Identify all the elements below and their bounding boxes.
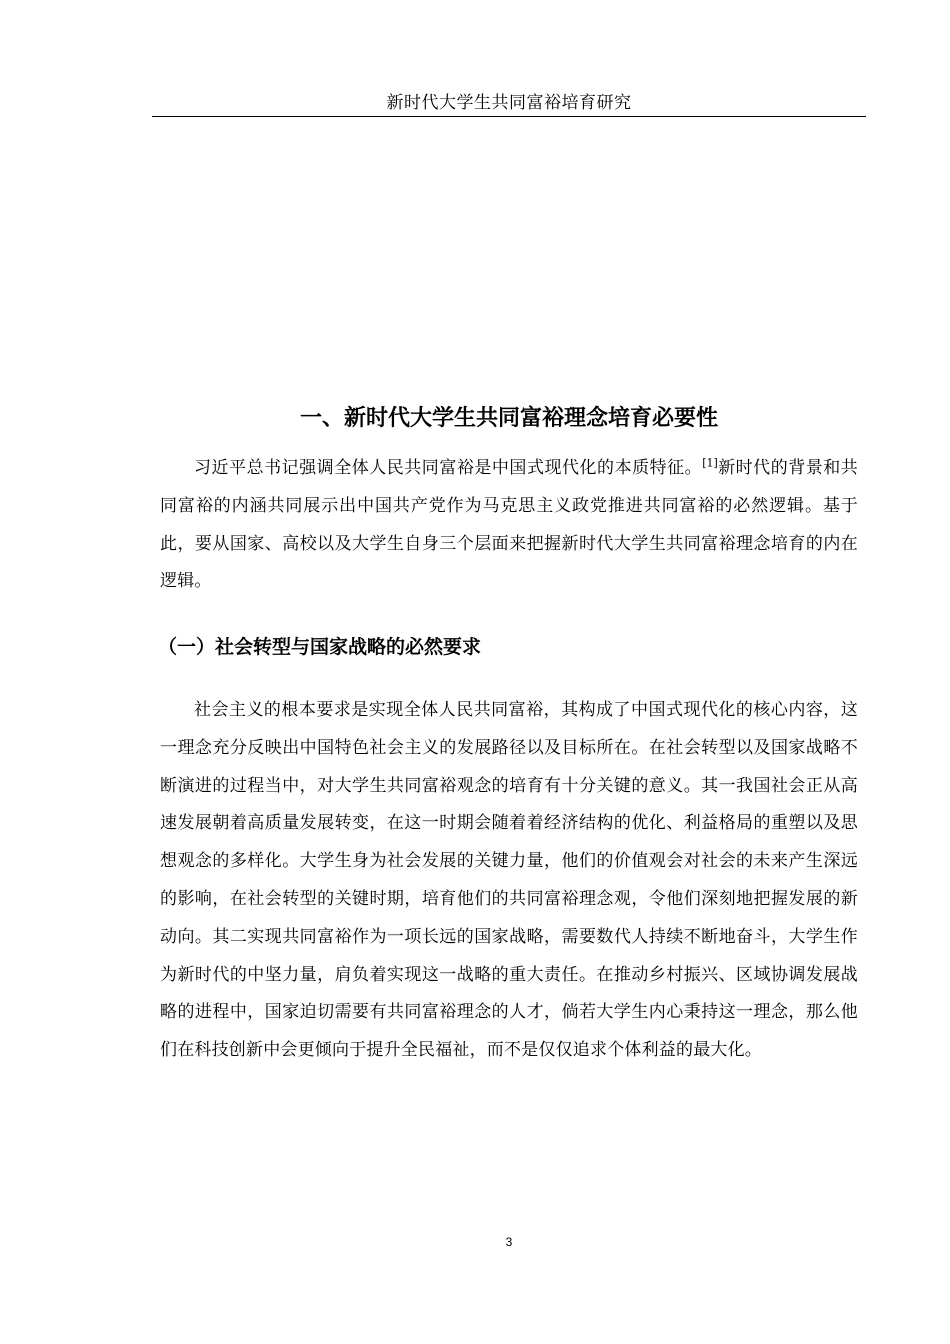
header-divider xyxy=(152,116,866,117)
page-number: 3 xyxy=(505,1235,513,1249)
intro-paragraph xyxy=(160,450,858,601)
running-header-title: 新时代大学生共同富裕培育研究 xyxy=(386,93,632,113)
intro-text-after-ref: 新时代的背景和共同富裕的内涵共同展示出中国共产党作为马克思主义政党推进共同富裕的必然逻辑。基于此，要从国家、高校以及大学生自身三个层面来把握新时代大学生共同富裕理念培育的内在逻辑。 xyxy=(160,458,858,592)
citation-ref[interactable]: [1] xyxy=(702,456,718,470)
section-title: 一、新时代大学生共同富裕理念培育必要性 xyxy=(299,406,718,431)
subsection-body-paragraph: 社会主义的根本要求是实现全体人民共同富裕，其构成了中国式现代化的核心内容，这一理念充分反映出中国特色社会主义的发展路径以及目标所在。在社会转型以及国家战略不断演进的过程当中，对大学生共同富裕观念的培育有十分关键的意义。其一我国社会正从高速发展朝着高质量发展转变，在这一时期会随着着经济结构的优化、利益格局的重塑以及思想观念的多样化。大学生身为社会发展的关键力量，他们的价值观会对社会的未来产生深远的影响，在社会转型的关键时期，培育他们的共同富裕理念观，令他们深刻地把握发展的新动向。其二实现共同富裕作为一项长远的国家战略，需要数代人持续不断地奋斗，大学生作为新时代的中坚力量，肩负着实现这一战略的重大责任。在推动乡村振兴、区域协调发展战略的进程中，国家迫切需要有共同富裕理念的人才，倘若大学生内心秉持这一理念，那么他们在科技创新中会更倾向于提升全民福祉，而不是仅仅追求个体利益的最大化。 xyxy=(160,700,858,1061)
intro-text-before-ref: 习近平总书记强调全体人民共同富裕是中国式现代化的本质特征。 xyxy=(194,458,703,478)
subsection-title: （一）社会转型与国家战略的必然要求 xyxy=(158,636,482,658)
